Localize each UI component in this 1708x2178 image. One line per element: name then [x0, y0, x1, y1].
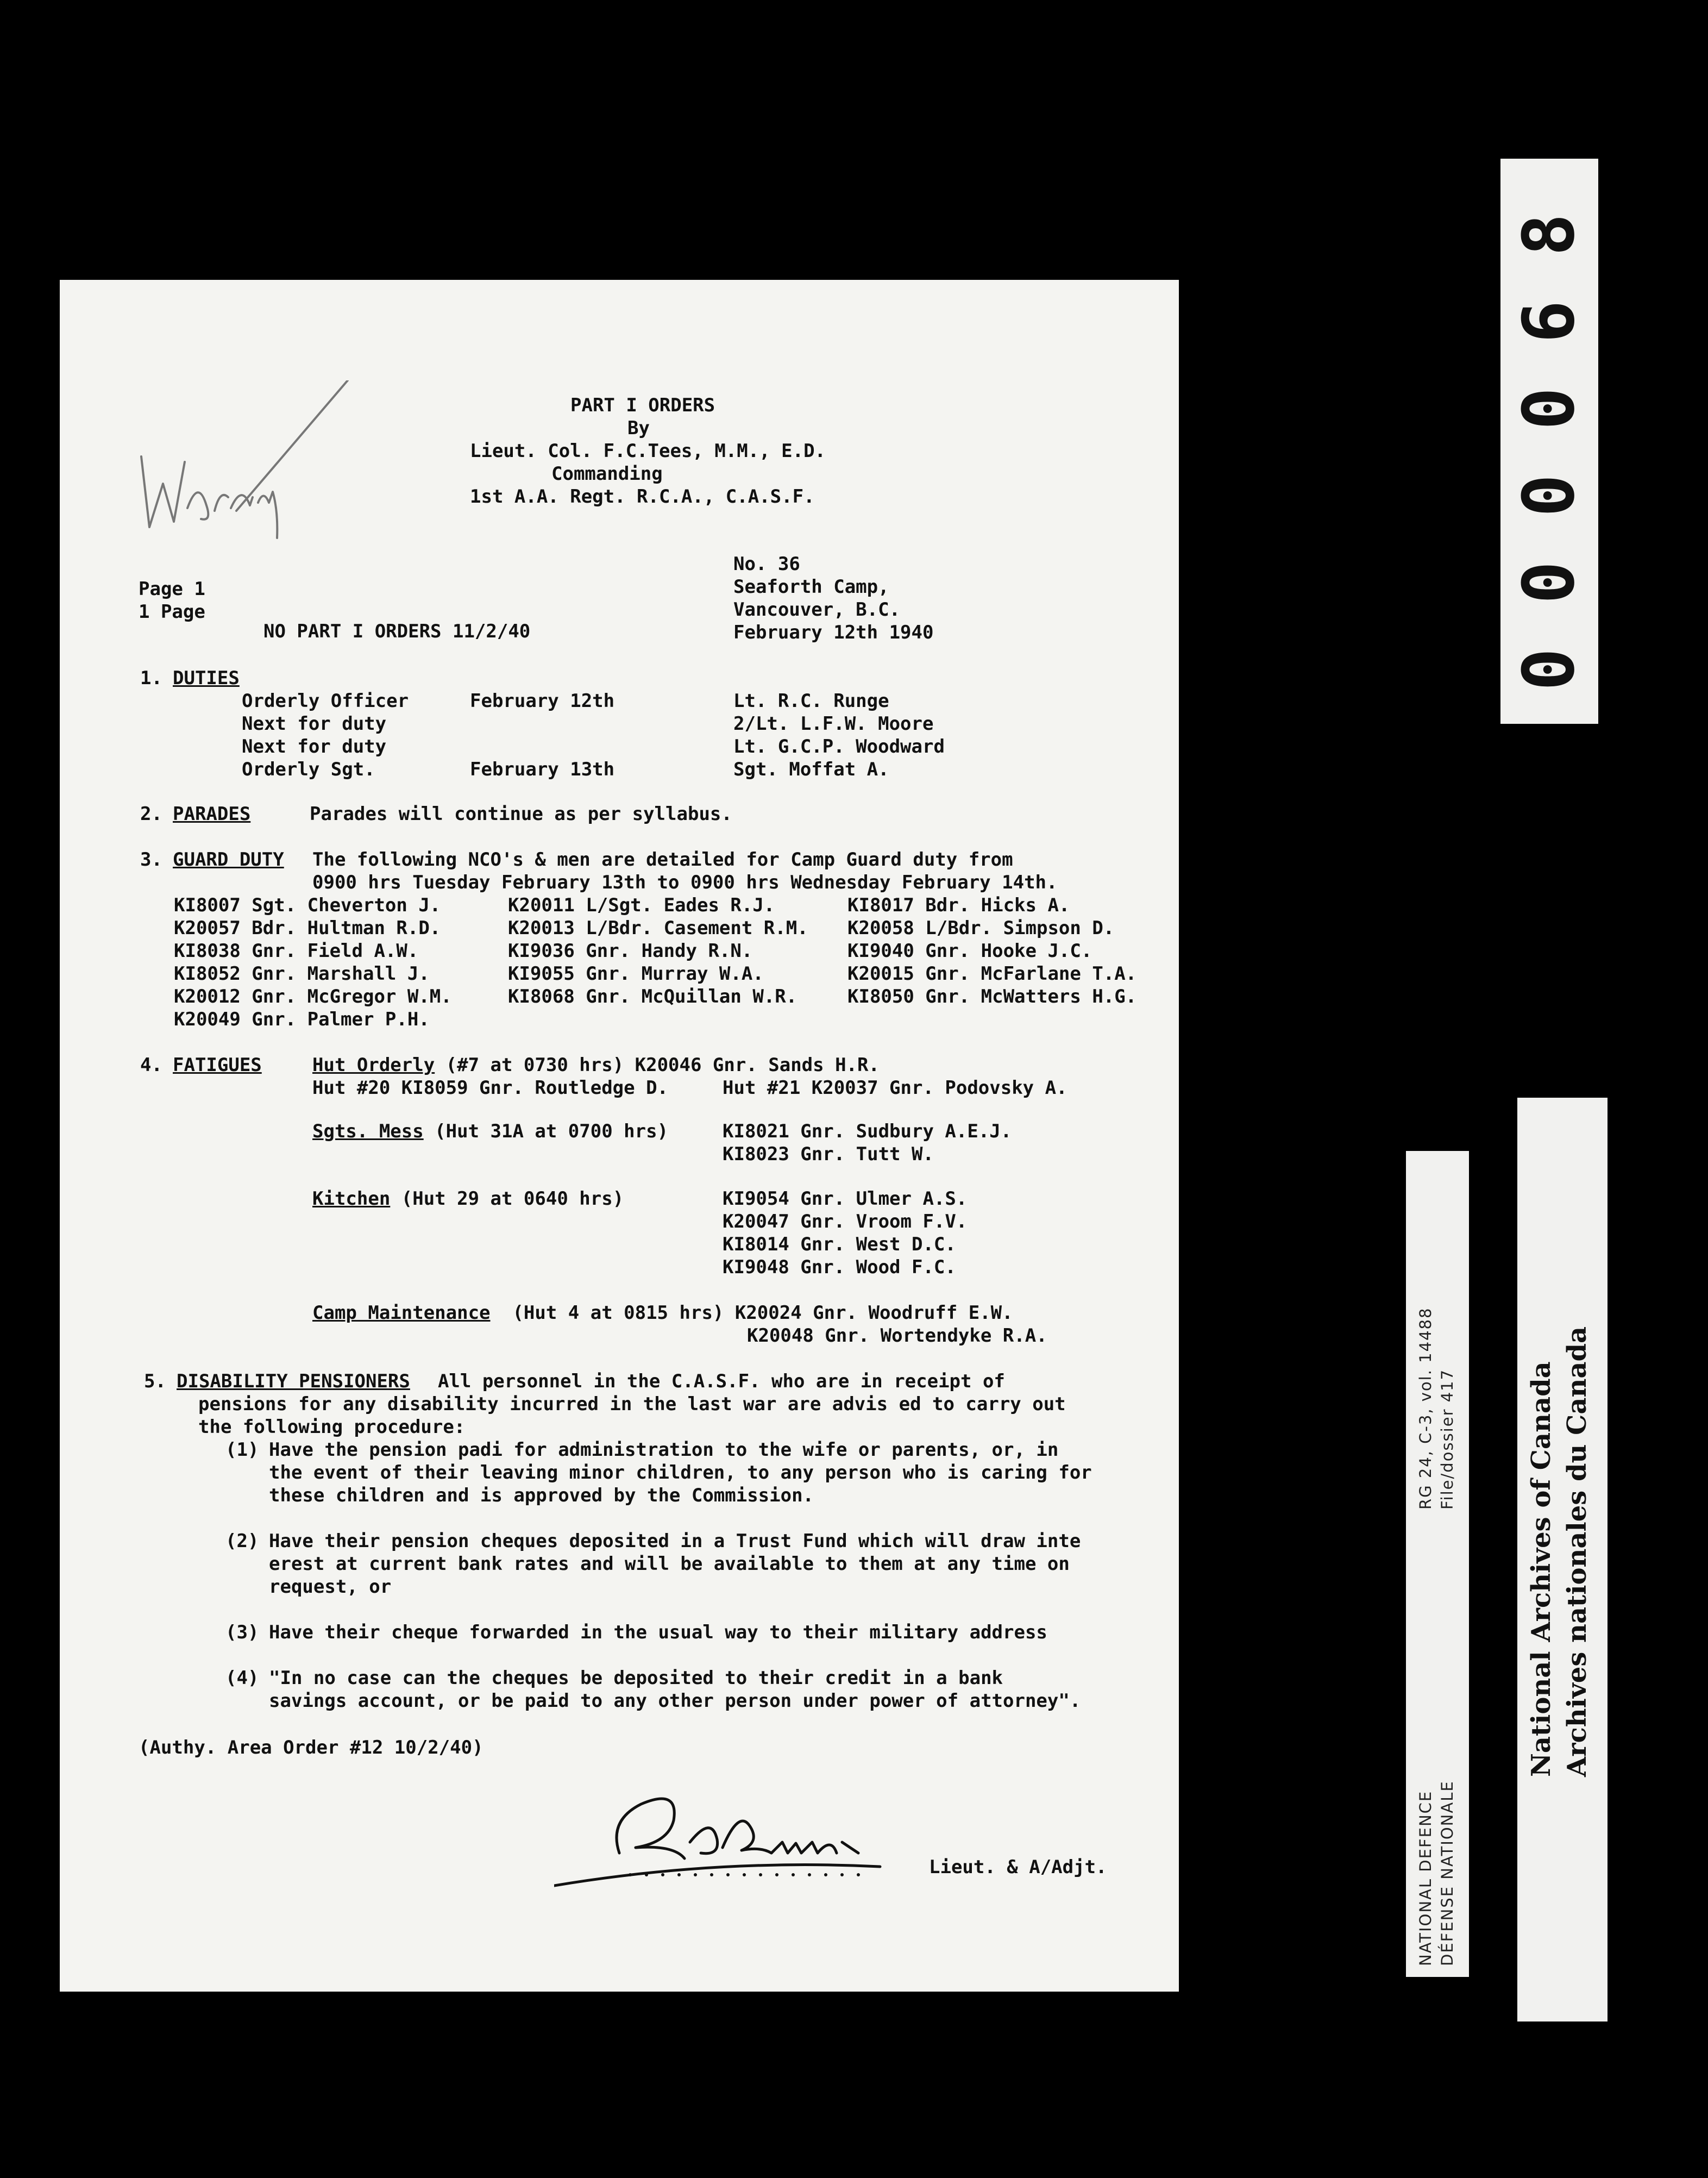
camp-maintenance-line1: [312, 1301, 1013, 1324]
item-number: (3): [225, 1622, 259, 1643]
frame-number-digit: 8: [1508, 213, 1590, 256]
guard-member: K20015 Gnr. McFarlane T.A.: [847, 963, 1137, 985]
guard-member: K20011 L/Sgt. Eades R.J.: [508, 894, 775, 916]
fatigue-member: KI8021 Gnr. Sudbury A.E.J.: [723, 1121, 1012, 1142]
authority-line: (Authy. Area Order #12 10/2/40): [139, 1737, 483, 1758]
kitchen-line: [312, 1187, 624, 1210]
fatigue-member: KI9054 Gnr. Ulmer A.S.: [723, 1188, 968, 1210]
archive-dept-line1: NATIONAL DEFENCE: [1416, 1790, 1435, 1966]
duty-role: Next for duty: [242, 736, 387, 758]
item-line: request, or: [269, 1576, 392, 1598]
parades-text: Parades will continue as per syllabus.: [310, 803, 732, 825]
archive-ref-line1: RG 24, C-3, vol. 14488: [1416, 1307, 1435, 1510]
order-number: No. 36: [733, 553, 800, 575]
item-line: Have their cheque forwarded in the usual way to their military address: [269, 1622, 1047, 1643]
unit-line: 1st A.A. Regt. R.C.A., C.A.S.F.: [470, 486, 815, 508]
camp-maintenance-line2: K20048 Gnr. Wortendyke R.A.: [747, 1325, 1047, 1347]
signature: [554, 1782, 945, 1891]
fatigue-member: KI8014 Gnr. West D.C.: [723, 1234, 956, 1255]
kitchen-time: (Hut 29 at 0640 hrs): [390, 1188, 624, 1210]
duty-date: February 13th: [470, 759, 615, 780]
frame-number-digit: 0: [1508, 474, 1590, 517]
disability-intro1: All personnel in the C.A.S.F. who are in receipt of: [416, 1370, 1005, 1392]
sgts-mess-label: Sgts. Mess: [312, 1121, 424, 1142]
archives-name-fr: Archives nationales du Canada: [1562, 1326, 1592, 1777]
item-line: "In no case can the cheques be deposited to their credit in a bank: [269, 1667, 1003, 1689]
guard-member: K20049 Gnr. Palmer P.H.: [174, 1009, 430, 1030]
item-line: savings account, or be paid to any other person under power of attorney".: [269, 1690, 1081, 1712]
national-archives-label: [1517, 1098, 1607, 2021]
no-orders-heading: NO PART I ORDERS 11/2/40: [263, 621, 531, 642]
guard-member: KI8050 Gnr. McWatters H.G.: [847, 986, 1137, 1007]
section-number: 2.: [140, 803, 162, 825]
item-line: Have their pension cheques deposited in a Trust Fund which will draw inte: [269, 1530, 1081, 1552]
frame-number-digit: 0: [1508, 387, 1590, 430]
duty-name: Sgt. Moffat A.: [733, 759, 889, 780]
duty-role: Next for duty: [242, 713, 387, 735]
guard-member: K20058 L/Bdr. Simpson D.: [847, 917, 1115, 939]
guard-member: KI9055 Gnr. Murray W.A.: [508, 963, 764, 985]
item-number: (1): [225, 1439, 259, 1461]
archive-reference-label: [1406, 1151, 1469, 1977]
by-line: By: [627, 417, 650, 439]
guard-member: K20057 Bdr. Hultman R.D.: [174, 917, 441, 939]
pencil-annotation: [120, 380, 359, 560]
duty-role: Orderly Sgt.: [242, 759, 375, 780]
frame-number-digit: 6: [1508, 300, 1590, 343]
fatigue-member: KI9048 Gnr. Wood F.C.: [723, 1256, 956, 1278]
archive-ref-line2: File/dossier 417: [1438, 1368, 1456, 1510]
section-number: 4.: [140, 1054, 162, 1076]
guard-member: KI8038 Gnr. Field A.W.: [174, 940, 419, 962]
section-heading-fatigues: FATIGUES: [173, 1054, 262, 1076]
item-line: these children and is approved by the Commission.: [269, 1485, 814, 1506]
section-number: 5.: [144, 1370, 166, 1392]
camp-maintenance-detail: (Hut 4 at 0815 hrs) K20024 Gnr. Woodruff E.W.: [490, 1302, 1013, 1324]
kitchen-label: Kitchen: [312, 1188, 391, 1210]
guard-member: KI8007 Sgt. Cheverton J.: [174, 894, 441, 916]
disability-intro3: the following procedure:: [198, 1416, 466, 1438]
item-line: Have the pension padi for administration to the wife or parents, or, in: [269, 1439, 1059, 1461]
section-heading-duties: DUTIES: [173, 667, 240, 689]
guard-member: KI9036 Gnr. Handy R.N.: [508, 940, 753, 962]
section-heading-parades: PARADES: [173, 803, 251, 825]
document-title: PART I ORDERS: [570, 395, 715, 416]
guard-member: KI8052 Gnr. Marshall J.: [174, 963, 430, 985]
section-heading-guard-duty: GUARD DUTY: [173, 849, 284, 871]
guard-member: K20012 Gnr. McGregor W.M.: [174, 986, 452, 1007]
commander-line: Lieut. Col. F.C.Tees, M.M., E.D.: [470, 440, 826, 462]
page-number: Page 1: [139, 578, 205, 600]
hut-orderly-line2a: Hut #20 KI8059 Gnr. Routledge D.: [312, 1077, 669, 1099]
page-count: 1 Page: [139, 601, 205, 623]
duty-name: Lt. R.C. Runge: [733, 690, 889, 712]
city: Vancouver, B.C.: [733, 599, 901, 621]
fatigue-member: KI8023 Gnr. Tutt W.: [723, 1143, 934, 1165]
hut-orderly-detail: (#7 at 0730 hrs) K20046 Gnr. Sands H.R.: [435, 1054, 880, 1076]
hut-orderly-line1: [312, 1054, 880, 1077]
item-line: erest at current bank rates and will be available to them at any time on: [269, 1553, 1070, 1575]
duty-role: Orderly Officer: [242, 690, 409, 712]
signature-title: Lieut. & A/Adjt.: [929, 1856, 1107, 1878]
item-line: the event of their leaving minor children, to any person who is caring for: [269, 1462, 1092, 1484]
frame-number-digit: 0: [1508, 561, 1590, 604]
hut-orderly-label: Hut Orderly: [312, 1054, 435, 1076]
section-heading-disability: DISABILITY PENSIONERS: [177, 1370, 410, 1392]
order-date: February 12th 1940: [733, 622, 934, 643]
camp-maintenance-label: Camp Maintenance: [312, 1302, 491, 1324]
commanding-line: Commanding: [551, 463, 663, 485]
archive-dept-line2: DÉFENSE NATIONALE: [1438, 1780, 1456, 1966]
fatigue-member: K20047 Gnr. Vroom F.V.: [723, 1211, 968, 1232]
sgts-mess-line: [312, 1120, 668, 1143]
section-number: 1.: [140, 667, 162, 689]
duty-name: Lt. G.C.P. Woodward: [733, 736, 945, 758]
guard-member: KI8068 Gnr. McQuillan W.R.: [508, 986, 798, 1007]
frame-number-digit: 0: [1508, 648, 1590, 691]
disability-intro2: pensions for any disability incurred in the last war are advis ed to carry out: [198, 1393, 1066, 1415]
guard-intro-line1: The following NCO's & men are detailed for Camp Guard duty from: [312, 849, 1013, 871]
sgts-mess-time: (Hut 31A at 0700 hrs): [423, 1121, 669, 1142]
section-number: 3.: [140, 849, 162, 871]
camp-name: Seaforth Camp,: [733, 576, 889, 598]
guard-intro-line2: 0900 hrs Tuesday February 13th to 0900 hrs Wednesday February 14th.: [312, 872, 1058, 893]
guard-member: K20013 L/Bdr. Casement R.M.: [508, 917, 808, 939]
frame-number-stamp: [1500, 159, 1598, 724]
item-number: (2): [225, 1530, 259, 1552]
duty-date: February 12th: [470, 690, 615, 712]
hut-orderly-line2b: Hut #21 K20037 Gnr. Podovsky A.: [723, 1077, 1068, 1099]
duty-name: 2/Lt. L.F.W. Moore: [733, 713, 934, 735]
archives-name-en: National Archives of Canada: [1526, 1361, 1556, 1777]
guard-member: KI8017 Bdr. Hicks A.: [847, 894, 1070, 916]
guard-member: KI9040 Gnr. Hooke J.C.: [847, 940, 1092, 962]
item-number: (4): [225, 1667, 259, 1689]
